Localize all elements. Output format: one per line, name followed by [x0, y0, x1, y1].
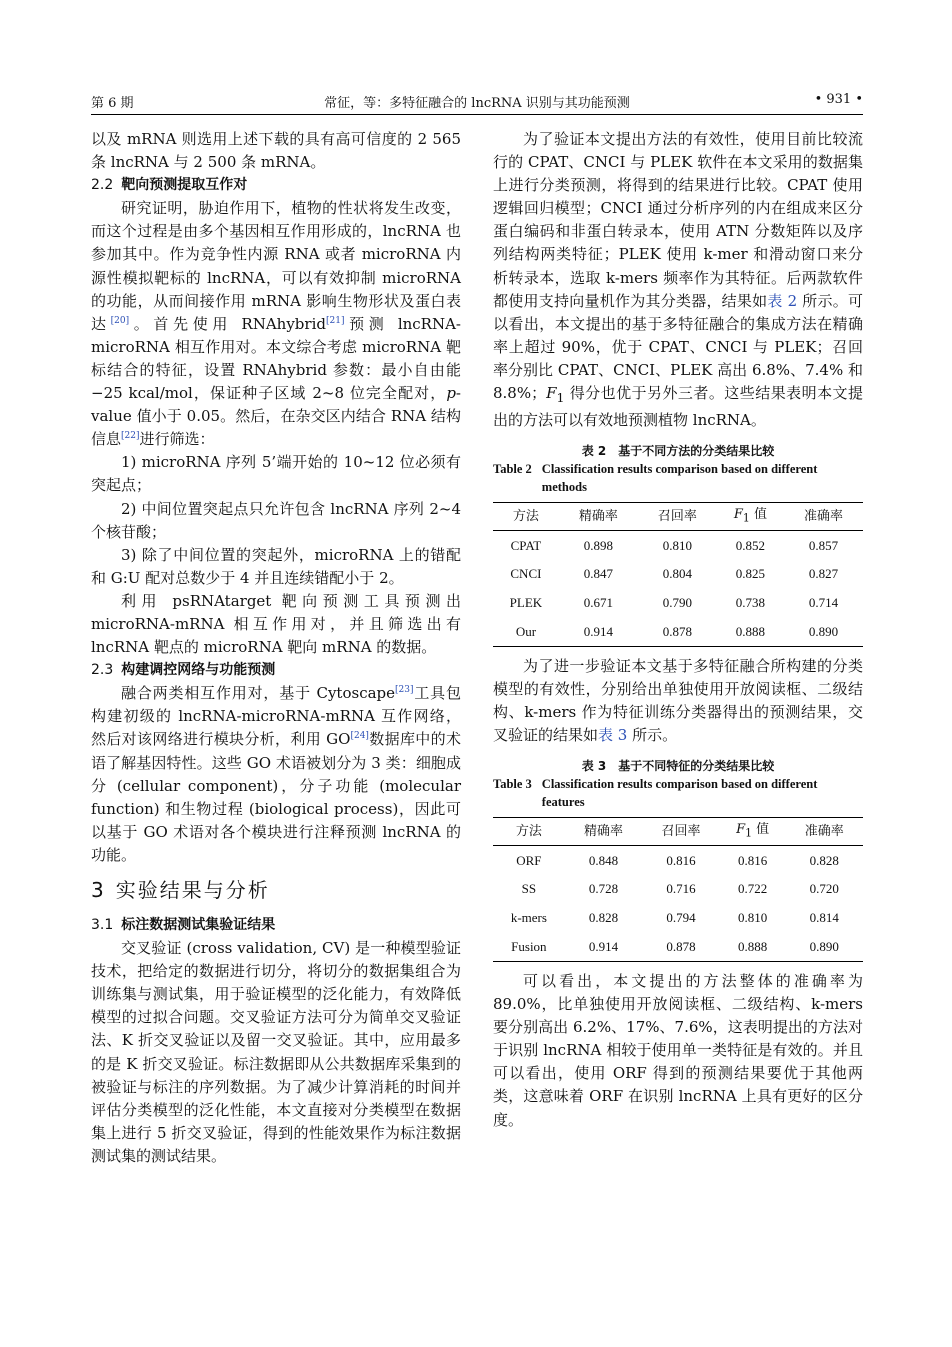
- f1-symbol: F: [733, 507, 743, 523]
- cell-recall: 0.816: [666, 852, 696, 868]
- table-row: [493, 874, 863, 903]
- list-item-2: 2) 中间位置突起点只允许包含 lncRNA 序列 2~4 个核苷酸；: [91, 499, 461, 541]
- list-item-3: 3) 除了中间位置的突起外，microRNA 上的错配和 G:U 配对总数少于 4 并且连续错配小于 2。: [91, 545, 461, 587]
- cell-precision: 0.671: [583, 595, 613, 611]
- table-2: [493, 442, 863, 647]
- table-row: [493, 530, 863, 559]
- table-row: [493, 588, 863, 617]
- f1-symbol: F: [546, 384, 557, 403]
- paragraph-method-comparison: [493, 128, 863, 432]
- page-number: • 931 •: [814, 92, 863, 107]
- cell-accuracy: 0.814: [809, 910, 839, 926]
- header-rule: [91, 114, 863, 115]
- cell-method: CPAT: [510, 537, 542, 553]
- spacer: [493, 647, 863, 655]
- cell-method: Our: [493, 617, 559, 646]
- cell-f1: 0.816: [737, 852, 768, 868]
- cell-f1: 0.888: [720, 932, 786, 961]
- text-run: 数据库中的术语了解基因特性。这些 GO 术语被划分为 3 类：细胞成分 (cellular component)，分子功能 (molecular function) 和生物过程 (biological process)，因此可以基于 GO 术语对各个模块进行注释预测 lncRNA 的功能。: [91, 730, 461, 864]
- results-table: [493, 817, 863, 962]
- cell-precision: 0.898: [583, 537, 613, 553]
- right-column: [493, 128, 863, 1132]
- section-number: 3.1: [91, 917, 114, 933]
- cell-recall: 0.716: [666, 881, 696, 897]
- citation-20[interactable]: [20]: [110, 315, 130, 326]
- table-caption-text: Classification results comparison based on different methods: [541, 462, 818, 495]
- paragraph-3-1: 交叉验证 (cross validation, CV) 是一种模型验证技术，把给定的数据进行切分，将切分的数据集组合为训练集与测试集，用于验证模型的泛化能力，有效降低模型的过拟合问题。交叉验证方法可分为简单交叉验证法、K 折交叉验证以及留一交叉验证。其中，应用最多的是 K 折交叉验证。标注数据即从公共数据库采集到的被验证与标注的序列数据。为了减少计算消耗的时间并评估分类模型的泛化性能，本文直接对分类模型在数据集上进行 5 折交叉验证，得到的性能效果作为标注数据测试集的测试结果。: [91, 939, 461, 1165]
- citation-21[interactable]: [21]: [325, 315, 345, 326]
- cell-method: k-mers: [510, 910, 547, 926]
- paragraph-conclusion: 可以看出，本文提出的方法整体的准确率为 89.0%，比单独使用开放阅读框、二级结构、k-mers 要分别高出 6.2%、17%、7.6%，这表明提出的方法对于识别 lncRNA 相较于使用单一类特征是有效的。并且可以看出，使用 ORF 得到的预测结果要优于其他两类，这意味着 ORF 在识别 lncRNA 上具有更好的区分度。: [493, 971, 863, 1129]
- section-title: 实验结果与分析: [115, 878, 270, 902]
- text-run: 工具包构建初级的 lncRNA-microRNA-mRNA 互作网络，然后对该网络进行模块分析，利用 GO: [91, 684, 461, 749]
- cell-recall: 0.790: [662, 595, 693, 611]
- cell-method: CNCI: [510, 566, 542, 582]
- cell-precision: 0.914: [559, 617, 638, 646]
- cell-f1: 0.810: [737, 910, 768, 926]
- paragraph-continued: 以及 mRNA 则选用上述下载的具有高可信度的 2 565 条 lncRNA 与 2 500 条 mRNA。: [91, 130, 461, 172]
- f1-subscript: 1: [742, 511, 750, 525]
- cell-accuracy: 0.827: [808, 566, 839, 582]
- cell-accuracy: 0.890: [784, 617, 863, 646]
- table-row: [493, 559, 863, 588]
- cell-method: ORF: [516, 852, 542, 868]
- citation-23[interactable]: [23]: [395, 685, 414, 696]
- header-accuracy: 准确率: [784, 503, 863, 531]
- cell-recall: 0.804: [662, 566, 693, 582]
- section-title: 标注数据测试集验证结果: [121, 917, 276, 933]
- text-run: -value 值小于 0.05。然后，在杂交区内结合 RNA 结构信息: [91, 384, 461, 449]
- table-caption-en: [493, 775, 863, 811]
- spacer: [493, 962, 863, 970]
- table-row: [493, 932, 863, 961]
- running-header: [91, 90, 863, 112]
- cell-precision: 0.828: [588, 910, 619, 926]
- section-number: 2.2: [91, 177, 114, 194]
- section-number: 3: [91, 878, 106, 902]
- cell-precision: 0.728: [588, 881, 619, 897]
- cell-accuracy: 0.857: [808, 537, 839, 553]
- cell-accuracy: 0.828: [809, 852, 839, 868]
- table-3-link[interactable]: 表 3: [598, 726, 628, 745]
- citation-22[interactable]: [22]: [121, 431, 140, 442]
- text-run: 进行筛选：: [139, 430, 215, 449]
- cell-f1: 0.852: [735, 537, 766, 553]
- section-heading-2-3: [91, 659, 461, 682]
- header-accuracy: 准确率: [785, 818, 863, 846]
- text-run: 融合两类相互作用对，基于 Cytoscape: [121, 684, 396, 703]
- text-run: 为了验证本文提出方法的有效性，使用目前比较流行的 CPAT、CNCI 与 PLEK 软件在本文采用的数据集上进行分类预测，将得到的结果进行比较。CPAT 使用逻辑回归模型；CNCI 通过分析序列的内在组成来区分蛋白编码和非蛋白转录本，使用 ATN 分数矩阵以及序列结构两类特征；PLEK 使用 k-mer 和滑动窗口来分析转录本，选取 k-mers 频率作为其特征。后两款软件都使用支持向量机作为其分类器，结果如: [493, 130, 863, 310]
- f1-suffix: 值: [752, 822, 770, 838]
- text-run: 研究证明，胁迫作用下，植物的性状将发生改变，而这个过程是由多个基因相互作用形成的，lncRNA 也参加其中。作为竞争性内源 RNA 或者 microRNA 内源性模拟靶标的 lncRNA，可以有效抑制 microRNA 的功能，从而间接作用 mRNA 影响生物形状及蛋白表达: [91, 199, 461, 333]
- section-title: 构建调控网络与功能预测: [121, 662, 276, 679]
- table-header-row: [493, 818, 863, 846]
- f1-symbol: F: [736, 822, 746, 838]
- header-f1: [717, 503, 784, 531]
- cell-accuracy: 0.890: [785, 932, 863, 961]
- issue-number: 第 6 期: [91, 96, 134, 111]
- cell-precision: 0.847: [583, 566, 613, 582]
- header-method: 方法: [493, 503, 559, 531]
- text-run: 所示。可以看出，本文提出的基于多特征融合的集成方法在精确率上超过 90%，优于 CPAT、CNCI 与 PLEK；召回率分别比 CPAT、CNCI、PLEK 高出 6.8%、7.4% 和 8.8%；: [493, 291, 863, 403]
- cell-f1: 0.722: [737, 881, 768, 897]
- cell-method: SS: [521, 881, 537, 897]
- results-table: [493, 502, 863, 647]
- cell-precision: 0.848: [588, 852, 619, 868]
- cell-method: Fusion: [493, 932, 565, 961]
- section-title: 靶向预测提取互作对: [121, 177, 248, 194]
- list-item-1: 1) microRNA 序列 5’端开始的 10~12 位必须有突起点；: [91, 453, 461, 495]
- paragraph-2-2-a: [91, 197, 461, 451]
- table-caption-en: [493, 460, 863, 496]
- table-3: [493, 757, 863, 962]
- cell-f1: 0.888: [717, 617, 784, 646]
- table-row: [493, 845, 863, 874]
- table-label: Table 2: [493, 462, 532, 477]
- cell-accuracy: 0.720: [809, 881, 839, 897]
- paragraph-feature-comparison: [493, 655, 863, 747]
- table-caption-cn: 表 3 基于不同特征的分类结果比较: [581, 759, 775, 774]
- cell-recall: 0.810: [662, 537, 693, 553]
- table-row: [493, 903, 863, 932]
- text-run: 。首先使用 RNAhybrid: [129, 314, 326, 333]
- table-caption-text: Classification results comparison based on different features: [541, 777, 818, 810]
- cell-f1: 0.738: [735, 595, 766, 611]
- cell-recall: 0.794: [666, 910, 696, 926]
- p-symbol: p: [446, 384, 456, 403]
- cell-accuracy: 0.714: [808, 595, 839, 611]
- text-run: 为了进一步验证本文基于多特征融合所构建的分类模型的有效性，分别给出单独使用开放阅读框、二级结构、k-mers 作为特征训练分类器得出的预测结果，交叉验证的结果如: [493, 656, 863, 745]
- text-run: 得分也优于另外三者。这些结果表明本文提出的方法可以有效地预测植物 lncRNA。: [493, 384, 863, 430]
- table-header-row: [493, 503, 863, 531]
- header-method: 方法: [493, 818, 565, 846]
- header-precision: 精确率: [565, 818, 643, 846]
- paragraph-2-2-b: 利用 psRNAtarget 靶向预测工具预测出 microRNA-mRNA 相互作用对，并且筛选出有 lncRNA 靶点的 microRNA 靶向 mRNA 的数据。: [91, 591, 461, 657]
- section-number: 2.3: [91, 662, 114, 679]
- cell-precision: 0.914: [565, 932, 643, 961]
- cell-f1: 0.825: [735, 566, 766, 582]
- citation-24[interactable]: [24]: [350, 731, 369, 742]
- f1-suffix: 值: [749, 507, 767, 523]
- cell-recall: 0.878: [638, 617, 717, 646]
- paragraph-2-3: [91, 682, 461, 867]
- header-f1: [720, 818, 786, 846]
- header-precision: 精确率: [559, 503, 638, 531]
- table-2-link[interactable]: 表 2: [767, 291, 798, 310]
- table-label: Table 3: [493, 777, 532, 792]
- text-run: 所示。: [627, 726, 678, 745]
- left-column: [91, 128, 461, 1168]
- section-heading-2-2: [91, 174, 461, 197]
- header-recall: 召回率: [642, 818, 720, 846]
- header-recall: 召回率: [638, 503, 717, 531]
- text-run: 预测 lncRNA-microRNA 相互作用对。本文综合考虑 microRNA 靶标结合的特征，设置 RNAhybrid 参数：最小自由能−25 kcal/mol，保证种子区域 2~8 位完全配对，: [91, 314, 461, 403]
- table-caption-cn: 表 2 基于不同方法的分类结果比较: [581, 444, 775, 459]
- running-title: 常征，等：多特征融合的 lncRNA 识别与其功能预测: [324, 96, 630, 111]
- f1-subscript: 1: [556, 390, 565, 406]
- cell-method: PLEK: [509, 595, 543, 611]
- f1-subscript: 1: [745, 826, 752, 840]
- section-heading-3: [91, 876, 461, 904]
- table-row: [493, 617, 863, 646]
- section-heading-3-1: [91, 914, 461, 937]
- cell-recall: 0.878: [642, 932, 720, 961]
